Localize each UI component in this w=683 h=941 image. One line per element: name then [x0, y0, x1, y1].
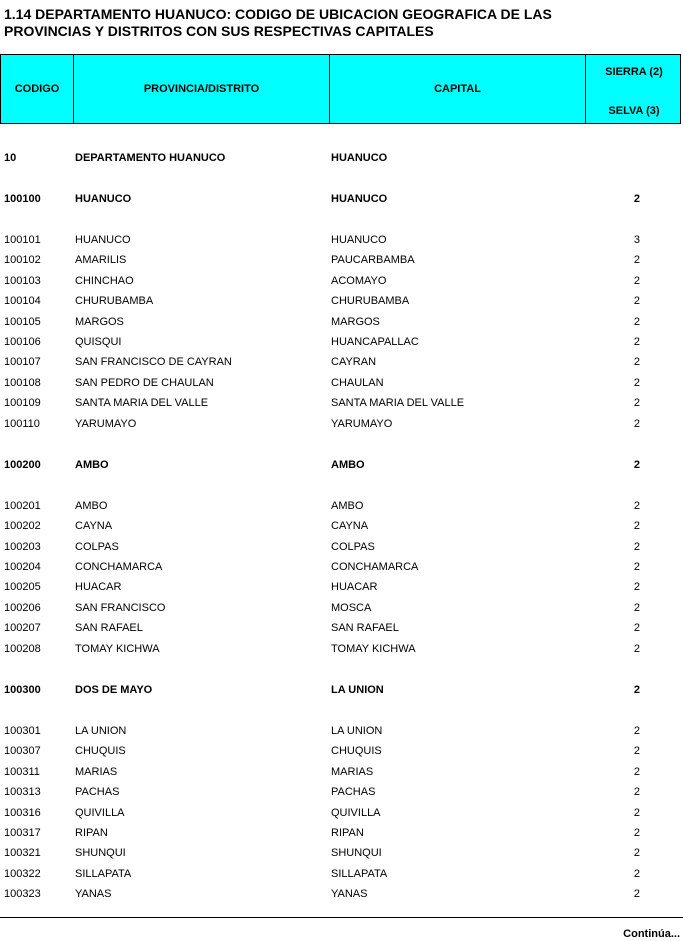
row-capital: SAN RAFAEL — [331, 622, 399, 634]
row-name: DOS DE MAYO — [75, 684, 153, 696]
row-zone: 2 — [633, 643, 640, 655]
table-row — [0, 846, 683, 860]
row-capital: CHURUBAMBA — [331, 295, 410, 307]
row-name: YARUMAYO — [75, 418, 137, 430]
row-capital: CHAULAN — [331, 377, 384, 389]
row-code: 100206 — [4, 602, 41, 614]
row-capital: CAYNA — [331, 520, 369, 532]
row-code: 100108 — [4, 377, 41, 389]
table-row — [0, 560, 683, 574]
row-name: SAN RAFAEL — [75, 622, 143, 634]
row-zone: 2 — [633, 602, 640, 614]
row-code: 100201 — [4, 500, 41, 512]
row-capital: PACHAS — [331, 786, 376, 798]
row-code: 100104 — [4, 295, 41, 307]
row-name: YANAS — [75, 888, 112, 900]
row-name: AMARILIS — [75, 254, 127, 266]
row-zone: 2 — [633, 316, 640, 328]
row-zone: 2 — [633, 356, 640, 368]
row-zone: 3 — [633, 234, 640, 246]
table-row — [0, 192, 683, 206]
row-name: QUIVILLA — [75, 807, 125, 819]
row-code: 100311 — [4, 766, 40, 778]
row-capital: SHUNQUI — [331, 847, 382, 859]
table-row — [0, 376, 683, 390]
row-capital: HUANUCO — [331, 152, 388, 164]
row-zone: 2 — [633, 827, 640, 839]
row-name: CAYNA — [75, 520, 113, 532]
table-row — [0, 887, 683, 901]
row-code: 100313 — [4, 786, 41, 798]
table-row — [0, 806, 683, 820]
row-code: 10 — [4, 152, 17, 164]
row-capital: RIPAN — [331, 827, 364, 839]
row-name: CHUQUIS — [75, 745, 126, 757]
row-name: AMBO — [75, 500, 108, 512]
row-name: SAN FRANCISCO DE CAYRAN — [75, 356, 232, 368]
row-zone: 2 — [633, 766, 640, 778]
table-row — [0, 294, 683, 308]
header-zone — [586, 55, 682, 123]
row-code: 100208 — [4, 643, 41, 655]
table-row — [0, 151, 683, 165]
table-row — [0, 785, 683, 799]
table-row — [0, 519, 683, 533]
row-zone: 2 — [633, 725, 640, 737]
row-capital: MARGOS — [331, 316, 380, 328]
table-row — [0, 683, 683, 697]
row-name: DEPARTAMENTO HUANUCO — [75, 152, 226, 164]
row-code: 100103 — [4, 275, 41, 287]
row-name: QUISQUI — [75, 336, 122, 348]
row-capital: LA UNION — [331, 684, 384, 696]
row-zone: 2 — [633, 622, 640, 634]
header-codigo: CODIGO — [14, 83, 60, 95]
row-code: 100322 — [4, 868, 41, 880]
table-row — [0, 355, 683, 369]
row-name: COLPAS — [75, 541, 119, 553]
row-capital: AMBO — [331, 500, 364, 512]
row-capital: YANAS — [331, 888, 368, 900]
title-line-1: 1.14 DEPARTAMENTO HUANUCO: CODIGO DE UBICACION GEOGRAFICA DE LAS — [4, 6, 552, 22]
row-code: 100300 — [4, 684, 41, 696]
row-name: HUANUCO — [75, 234, 131, 246]
row-zone: 2 — [633, 807, 640, 819]
row-zone: 2 — [633, 745, 640, 757]
table-row — [0, 867, 683, 881]
row-name: CHINCHAO — [75, 275, 134, 287]
table-row — [0, 458, 683, 472]
row-zone: 2 — [633, 459, 640, 471]
row-capital: TOMAY KICHWA — [331, 643, 416, 655]
row-zone: 2 — [633, 581, 640, 593]
row-code: 100203 — [4, 541, 41, 553]
row-code: 100100 — [4, 193, 41, 205]
row-name: SAN FRANCISCO — [75, 602, 166, 614]
table-row — [0, 540, 683, 554]
row-name: SANTA MARIA DEL VALLE — [75, 397, 209, 409]
row-capital: LA UNION — [331, 725, 383, 737]
row-capital: CHUQUIS — [331, 745, 382, 757]
row-name: HUACAR — [75, 581, 122, 593]
row-code: 100205 — [4, 581, 41, 593]
table-row — [0, 417, 683, 431]
row-name: MARGOS — [75, 316, 124, 328]
title-line-2: PROVINCIAS Y DISTRITOS CON SUS RESPECTIVAS CAPITALES — [4, 23, 434, 39]
row-name: SAN PEDRO DE CHAULAN — [75, 377, 214, 389]
table-row — [0, 335, 683, 349]
table-row — [0, 724, 683, 738]
row-name: LA UNION — [75, 725, 127, 737]
row-code: 100307 — [4, 745, 41, 757]
row-zone: 2 — [633, 295, 640, 307]
row-zone: 2 — [633, 418, 640, 430]
row-code: 100321 — [4, 847, 41, 859]
row-name: CONCHAMARCA — [75, 561, 163, 573]
row-code: 100102 — [4, 254, 41, 266]
table-row — [0, 315, 683, 329]
row-code: 100110 — [4, 418, 40, 430]
table-header — [0, 54, 681, 124]
row-zone: 2 — [633, 520, 640, 532]
row-name: HUANUCO — [75, 193, 132, 205]
row-name: RIPAN — [75, 827, 108, 839]
row-name: SILLAPATA — [75, 868, 132, 880]
row-code: 100105 — [4, 316, 41, 328]
header-provincia: PROVINCIA/DISTRITO — [143, 83, 260, 95]
row-code: 100106 — [4, 336, 41, 348]
row-capital: SILLAPATA — [331, 868, 388, 880]
table-row — [0, 642, 683, 656]
row-zone: 2 — [633, 561, 640, 573]
row-code: 100301 — [4, 725, 41, 737]
row-capital: COLPAS — [331, 541, 375, 553]
table-row — [0, 274, 683, 288]
row-capital: HUANUCO — [331, 234, 387, 246]
row-zone: 2 — [633, 786, 640, 798]
row-capital: YARUMAYO — [331, 418, 393, 430]
row-code: 100202 — [4, 520, 41, 532]
row-zone: 2 — [633, 193, 640, 205]
row-capital: MARIAS — [331, 766, 374, 778]
row-capital: HUANCAPALLAC — [331, 336, 419, 348]
row-capital: HUANUCO — [331, 193, 388, 205]
header-sierra: SIERRA (2) — [605, 66, 663, 78]
row-zone: 2 — [633, 397, 640, 409]
table-row — [0, 499, 683, 513]
row-zone: 2 — [633, 254, 640, 266]
row-zone: 2 — [633, 500, 640, 512]
row-code: 100323 — [4, 888, 41, 900]
row-code: 100207 — [4, 622, 41, 634]
row-zone: 2 — [633, 847, 640, 859]
row-zone: 2 — [633, 275, 640, 287]
row-zone: 2 — [633, 377, 640, 389]
row-zone: 2 — [633, 684, 640, 696]
table-row — [0, 253, 683, 267]
row-code: 100109 — [4, 397, 41, 409]
row-capital: ACOMAYO — [331, 275, 387, 287]
row-name: SHUNQUI — [75, 847, 126, 859]
row-name: MARIAS — [75, 766, 118, 778]
table-row — [0, 396, 683, 410]
row-code: 100316 — [4, 807, 41, 819]
row-capital: CAYRAN — [331, 356, 377, 368]
row-code: 100204 — [4, 561, 41, 573]
row-capital: HUACAR — [331, 581, 378, 593]
row-name: PACHAS — [75, 786, 120, 798]
table-row — [0, 621, 683, 635]
row-code: 100317 — [4, 827, 41, 839]
table-row — [0, 744, 683, 758]
row-code: 100107 — [4, 356, 41, 368]
continues-label: Continúa... — [623, 928, 680, 940]
row-capital: QUIVILLA — [331, 807, 381, 819]
table-row — [0, 765, 683, 779]
row-code: 100101 — [4, 234, 41, 246]
row-name: AMBO — [75, 459, 109, 471]
row-capital: PAUCARBAMBA — [331, 254, 415, 266]
header-selva: SELVA (3) — [608, 105, 660, 117]
footer-divider — [0, 917, 683, 918]
row-zone: 2 — [633, 888, 640, 900]
row-zone: 2 — [633, 868, 640, 880]
row-capital: SANTA MARIA DEL VALLE — [331, 397, 465, 409]
header-capital: CAPITAL — [434, 83, 481, 95]
table-row — [0, 601, 683, 615]
table-row — [0, 826, 683, 840]
row-capital: AMBO — [331, 459, 365, 471]
row-capital: CONCHAMARCA — [331, 561, 419, 573]
page-title — [4, 6, 674, 40]
row-name: TOMAY KICHWA — [75, 643, 160, 655]
row-zone: 2 — [633, 541, 640, 553]
table-row — [0, 233, 683, 247]
table-row — [0, 580, 683, 594]
row-capital: MOSCA — [331, 602, 372, 614]
row-zone: 2 — [633, 336, 640, 348]
row-code: 100200 — [4, 459, 41, 471]
row-name: CHURUBAMBA — [75, 295, 154, 307]
